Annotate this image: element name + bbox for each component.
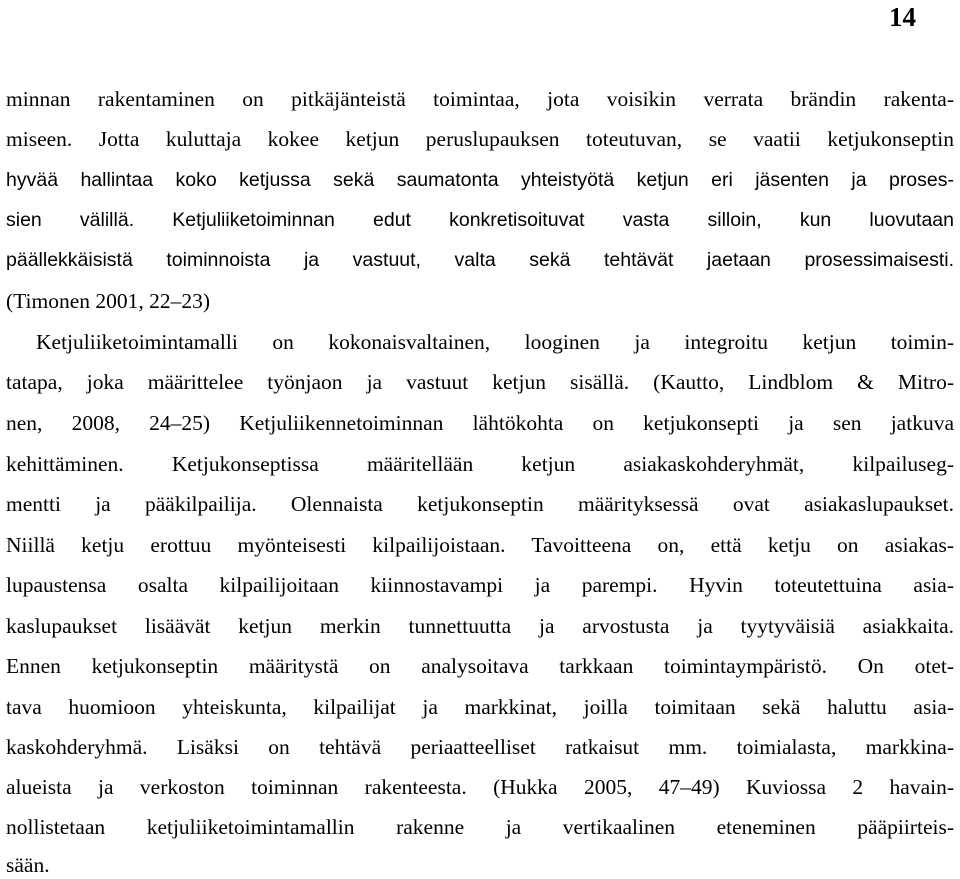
paragraph-2-line-3: nen, 2008, 24–25) Ketjuliikennetoiminnan lähtökohta on ketjukonsepti ja sen jatkuva [6, 411, 954, 435]
paragraph-2-line-2: tatapa, joka määrittelee työnjaon ja vastuut ketjun sisällä. (Kautto, Lindblom & Mitro- [6, 370, 954, 394]
paragraph-2-line-6: Niillä ketju erottuu myönteisesti kilpailijoistaan. Tavoitteena on, että ketju on asiakas- [6, 533, 954, 557]
paragraph-1-line-5: päällekkäisistä toiminnoista ja vastuut, valta sekä tehtävät jaetaan prosessimaisesti. [6, 249, 954, 271]
paragraph-1-line-2: miseen. Jotta kuluttaja kokee ketjun peruslupauksen toteutuvan, se vaatii ketjukonseptin [6, 127, 954, 151]
paragraph-2-line-13: nollistetaan ketjuliiketoimintamallin rakenne ja vertikaalinen eteneminen pääpiirteis- [6, 815, 954, 839]
paragraph-1-line-1: minnan rakentaminen on pitkäjänteistä toimintaa, jota voisikin verrata brändin rakenta- [6, 87, 954, 111]
paragraph-2-line-1: Ketjuliiketoimintamalli on kokonaisvaltainen, looginen ja integroitu ketjun toimin- [36, 330, 954, 354]
paragraph-2-line-7: lupaustensa osalta kilpailijoitaan kiinnostavampi ja parempi. Hyvin toteutettuina asia- [6, 573, 954, 597]
page-number: 14 [889, 2, 916, 32]
paragraph-2-line-10: tava huomioon yhteiskunta, kilpailijat ja markkinat, joilla toimitaan sekä haluttu asia- [6, 695, 954, 719]
paragraph-1-line-4: sien välillä. Ketjuliiketoiminnan edut konkretisoituvat vasta silloin, kun luovutaan [6, 209, 954, 231]
paragraph-2-line-12: alueista ja verkoston toiminnan rakenteesta. (Hukka 2005, 47–49) Kuviossa 2 havain- [6, 775, 954, 799]
paragraph-2-line-9: Ennen ketjukonseptin määritystä on analysoitava tarkkaan toimintaympäristö. On otet- [6, 654, 954, 678]
paragraph-2-line-11: kaskohderyhmä. Lisäksi on tehtävä periaatteelliset ratkaisut mm. toimialasta, markkina- [6, 735, 954, 759]
paragraph-1-line-6: (Timonen 2001, 22–23) [6, 289, 211, 313]
paragraph-2-line-14: sään. [6, 853, 50, 877]
paragraph-2-line-8: kaslupaukset lisäävät ketjun merkin tunnettuutta ja arvostusta ja tyytyväisiä asiakkaita. [6, 614, 954, 638]
paragraph-2-line-4: kehittäminen. Ketjukonseptissa määritellään ketjun asiakaskohderyhmät, kilpailuseg- [6, 452, 954, 476]
paragraph-2-line-5: mentti ja pääkilpailija. Olennaista ketjukonseptin määrityksessä ovat asiakaslupaukset. [6, 492, 954, 516]
paragraph-1-line-3: hyvää hallintaa koko ketjussa sekä saumatonta yhteistyötä ketjun eri jäsenten ja proses- [6, 169, 954, 191]
